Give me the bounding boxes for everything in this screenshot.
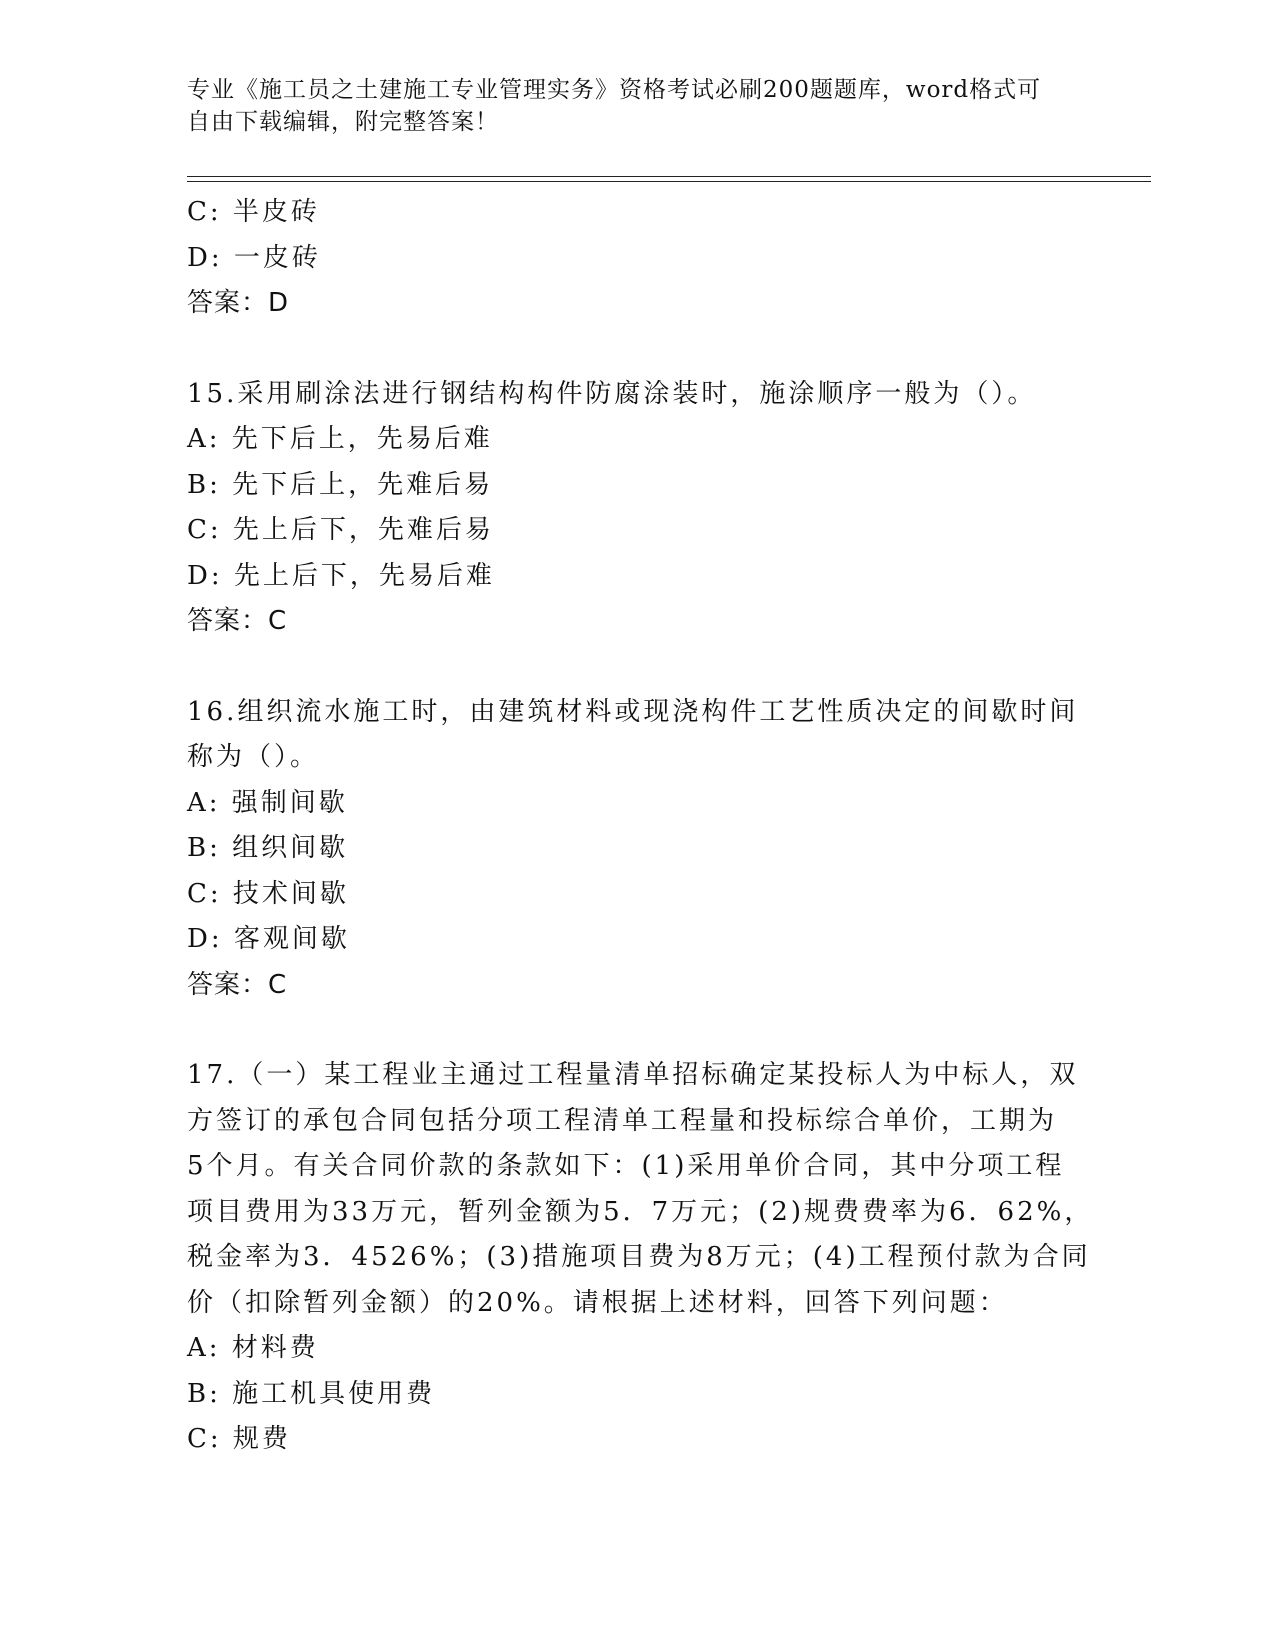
q16-option-d: D: 客观间歇	[187, 924, 350, 954]
q14-option-c: C: 半皮砖	[187, 197, 320, 227]
q17-stem-line-4: 项目费用为33万元，暂列金额为5．7万元；(2)规费费率为6．62%，	[187, 1196, 1094, 1227]
question-15	[187, 372, 1087, 645]
q16-option-c: C: 技术间歇	[187, 878, 349, 909]
q16-stem-line-1: 16.组织流水施工时，由建筑材料或现浇构件工艺性质决定的间歇时间	[187, 696, 1079, 727]
q17-stem-line-2: 方签订的承包合同包括分项工程清单工程量和投标综合单价，工期为	[187, 1105, 1058, 1136]
q17-stem-line-1: 17.（一）某工程业主通过工程量清单招标确定某投标人为中标人，双	[187, 1060, 1079, 1090]
q16-stem-line-2: 称为（）。	[187, 742, 320, 772]
q15-option-a: A: 先下后上，先易后难	[187, 424, 493, 454]
document-body	[187, 190, 1094, 1463]
q16-option-b: B: 组织间歇	[187, 833, 349, 863]
q15-option-b: B: 先下后上，先难后易	[187, 469, 494, 500]
q17-stem-line-3: 5个月。有关合同价款的条款如下：(1)采用单价合同，其中分项工程	[187, 1151, 1065, 1181]
header-divider-top	[187, 176, 1151, 177]
question-17	[187, 1053, 1094, 1463]
header-line-1: 专业《施工员之土建施工专业管理实务》资格考试必刷200题题库，word格式可	[187, 77, 1042, 103]
q15-option-d: D: 先上后下，先易后难	[187, 560, 495, 591]
q16-option-a: A: 强制间歇	[187, 787, 348, 818]
q15-stem: 15.采用刷涂法进行钢结构构件防腐涂装时，施涂顺序一般为（）。	[187, 378, 1037, 409]
page-header	[187, 74, 1067, 138]
q17-stem-line-6: 价（扣除暂列金额）的20%。请根据上述材料，回答下列问题：	[187, 1287, 1008, 1318]
q14-answer: 答案：D	[187, 288, 290, 318]
q17-option-c: C: 规费	[187, 1424, 291, 1454]
header-line-2: 自由下载编辑，附完整答案！	[187, 109, 499, 135]
q17-option-b: B: 施工机具使用费	[187, 1378, 436, 1409]
q17-option-a: A: 材料费	[187, 1333, 319, 1363]
q15-answer: 答案：C	[187, 606, 288, 636]
question-14-tail	[187, 190, 1087, 327]
question-16	[187, 690, 1087, 1009]
header-divider-bottom	[187, 181, 1151, 182]
q15-option-c: C: 先上后下，先难后易	[187, 515, 494, 545]
q16-answer: 答案：C	[187, 969, 288, 1000]
q17-stem-line-5: 税金率为3．4526%；(3)措施项目费为8万元；(4)工程预付款为合同	[187, 1242, 1091, 1272]
q14-option-d: D: 一皮砖	[187, 242, 321, 273]
